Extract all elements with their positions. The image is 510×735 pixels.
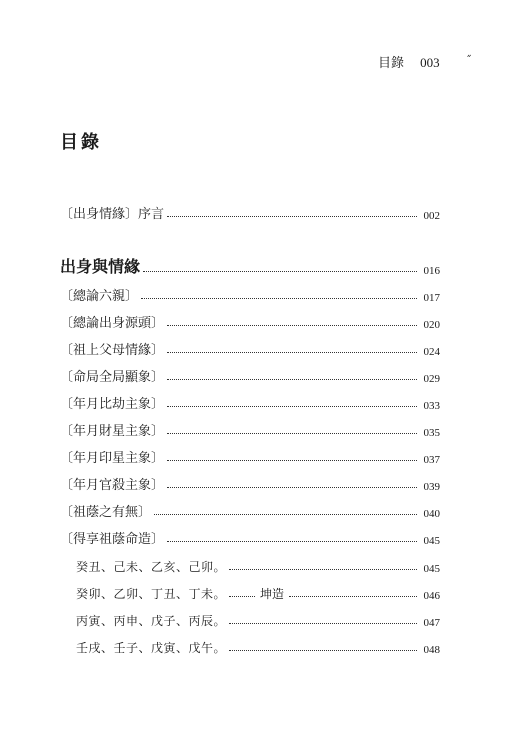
header-section: 目錄 xyxy=(378,56,405,71)
toc-entry-page: 033 xyxy=(423,400,440,412)
toc-entry-page: 037 xyxy=(423,454,440,466)
dot-leader xyxy=(229,650,417,651)
toc-entry[interactable] xyxy=(60,527,440,547)
toc-subentry[interactable] xyxy=(76,609,440,629)
toc-entry[interactable] xyxy=(60,500,440,520)
toc-entry-label: 〔祖蔭之有無〕 xyxy=(60,505,152,520)
corner-mark: ˝ xyxy=(466,54,472,67)
dot-leader xyxy=(167,433,417,434)
toc-subentry[interactable] xyxy=(76,555,440,575)
toc-entry-page: 020 xyxy=(423,319,440,331)
toc-entry-label: 〔祖上父母情緣〕 xyxy=(60,343,165,358)
header-page-number: 003 xyxy=(420,55,440,70)
toc-entry-preface[interactable] xyxy=(60,202,440,222)
toc-entry[interactable] xyxy=(60,311,440,331)
dot-leader xyxy=(289,596,417,597)
toc-entry-label: 〔年月印星主象〕 xyxy=(60,451,165,466)
toc-entry[interactable] xyxy=(60,284,440,304)
toc-entry-page: 047 xyxy=(423,617,440,629)
toc-entry-label: 〔總論出身源頭〕 xyxy=(60,316,165,331)
page-title: 目錄 xyxy=(60,132,102,153)
toc-entry-page: 035 xyxy=(423,427,440,439)
toc-subentry[interactable] xyxy=(76,582,440,602)
dot-leader xyxy=(167,487,417,488)
dot-leader xyxy=(229,569,417,570)
running-header xyxy=(378,52,440,71)
toc-entry-label: 〔得享祖蔭命造〕 xyxy=(60,532,165,547)
toc-entry-label: 壬戌、壬子、戊寅、戊午。 xyxy=(76,641,227,655)
dot-leader xyxy=(141,298,417,299)
dot-leader xyxy=(143,271,417,272)
toc-entry[interactable] xyxy=(60,392,440,412)
dot-leader xyxy=(167,460,417,461)
dot-leader xyxy=(167,379,417,380)
toc-entry[interactable] xyxy=(60,473,440,493)
dot-leader xyxy=(167,216,417,217)
dot-leader xyxy=(167,352,417,353)
toc-entry-page: 045 xyxy=(423,563,440,575)
toc-entry-label: 〔出身情緣〕序言 xyxy=(60,207,165,222)
dot-leader xyxy=(154,514,417,515)
toc-entry-label: 丙寅、丙申、戊子、丙辰。 xyxy=(76,614,227,628)
dot-leader xyxy=(167,541,417,542)
toc-entry-note: 坤造 xyxy=(260,587,285,601)
dot-leader xyxy=(229,596,255,597)
toc-entry-page: 017 xyxy=(423,292,440,304)
dot-leader xyxy=(167,406,417,407)
toc-entry-page: 048 xyxy=(423,644,440,656)
toc-entry-label: 〔年月比劫主象〕 xyxy=(60,397,165,412)
toc-entry-label: 〔總論六親〕 xyxy=(60,289,139,304)
toc-entry[interactable] xyxy=(60,446,440,466)
toc-entry-page: 029 xyxy=(423,373,440,385)
dot-leader xyxy=(229,623,417,624)
dot-leader xyxy=(167,325,417,326)
toc-entry-page: 024 xyxy=(423,346,440,358)
toc-entry-page: 039 xyxy=(423,481,440,493)
toc-entry-label: 出身與情緣 xyxy=(60,257,141,276)
toc-entry-page: 045 xyxy=(423,535,440,547)
toc-entry-label: 癸丑、己未、乙亥、己卯。 xyxy=(76,560,227,574)
toc-entry-page: 002 xyxy=(423,210,440,222)
toc-entry[interactable] xyxy=(60,419,440,439)
toc-entry-page: 040 xyxy=(423,508,440,520)
toc-entry-label: 癸卯、乙卯、丁丑、丁未。 xyxy=(76,587,227,601)
toc-entry-label: 〔年月官殺主象〕 xyxy=(60,478,165,493)
toc-entry[interactable] xyxy=(60,338,440,358)
toc-entry-label: 〔年月財星主象〕 xyxy=(60,424,165,439)
toc-entry[interactable] xyxy=(60,365,440,385)
toc-entry-page: 016 xyxy=(423,265,440,277)
toc-entry-label: 〔命局全局顯象〕 xyxy=(60,370,165,385)
toc-entry-chapter[interactable] xyxy=(60,257,440,277)
toc-subentry[interactable] xyxy=(76,636,440,656)
toc-entry-page: 046 xyxy=(423,590,440,602)
